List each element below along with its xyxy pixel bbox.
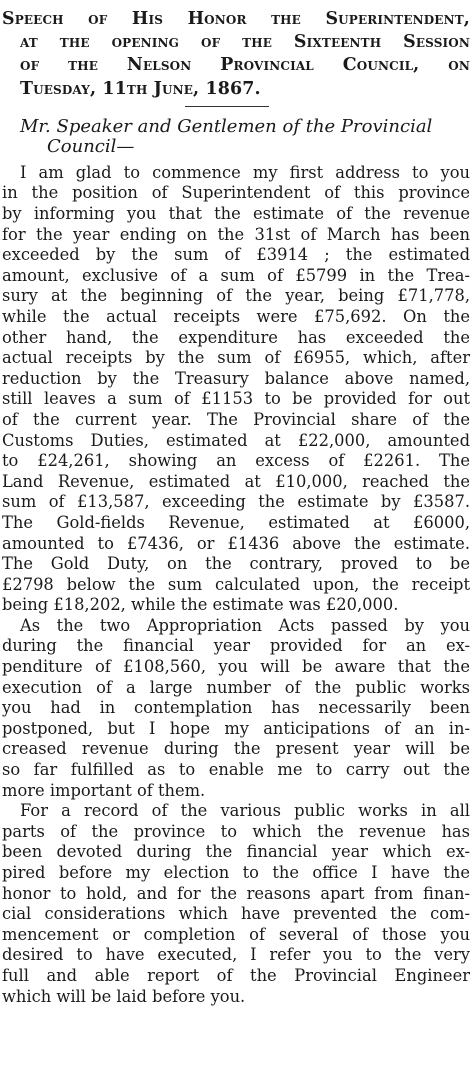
title-line: at the opening of the Sixteenth Session <box>20 32 470 53</box>
text-line: Land Revenue, estimated at £10,000, reached the <box>2 471 470 491</box>
text-line: you had in contemplation has necessarily been <box>2 698 470 718</box>
paragraph-revenue <box>2 162 470 616</box>
text-line: other hand, the expenditure has exceeded the <box>2 327 470 347</box>
text-line: I am glad to commence my first address to you <box>20 162 470 182</box>
speech-title <box>2 8 470 101</box>
text-line: of the current year. The Provincial share of the <box>2 409 470 429</box>
text-line: for the year ending on the 31st of March has been <box>2 224 470 244</box>
text-line: so far fulfilled as to enable me to carry out the <box>2 760 470 780</box>
text-line: during the financial year provided for an ex- <box>2 636 470 656</box>
text-line: amount, exclusive of a sum of £5799 in the Trea- <box>2 265 470 285</box>
text-line: cial considerations which have prevented the com- <box>2 904 470 924</box>
text-line: mencement or completion of several of those you <box>2 924 470 944</box>
title-line: of the Nelson Provincial Council, on <box>20 55 470 76</box>
text-line: to £24,261, showing an excess of £2261. The <box>2 451 470 471</box>
text-line: which will be laid before you. <box>2 986 246 1006</box>
text-line: sum of £13,587, exceeding the estimate by £3587. <box>2 492 470 512</box>
text-line: The Gold Duty, on the contrary, proved to be <box>2 554 470 574</box>
title-divider <box>185 106 269 107</box>
text-line: As the two Appropriation Acts passed by you <box>20 615 470 635</box>
text-line: reduction by the Treasury balance above named, <box>2 368 470 388</box>
text-line: creased revenue during the present year will be <box>2 739 470 759</box>
text-line: execution of a large number of the public works <box>2 677 470 697</box>
text-line: The Gold-fields Revenue, estimated at £6000, <box>2 512 470 532</box>
text-line: by informing you that the estimate of the revenue <box>2 204 470 223</box>
text-line: postponed, but I hope my anticipations of an in- <box>2 718 470 738</box>
text-line: Customs Duties, estimated at £22,000, amounted <box>2 430 470 450</box>
text-line: amounted to £7436, or £1436 above the estimate. <box>2 533 470 553</box>
text-line: full and able report of the Provincial Engineer <box>2 965 470 985</box>
title-line: Tuesday, 11th June, 1867. <box>20 78 261 99</box>
text-line: parts of the province to which the revenue has <box>2 821 470 841</box>
text-line: still leaves a sum of £1153 to be provided for out <box>2 389 470 409</box>
text-line: £2798 below the sum calculated upon, the receipt <box>2 574 470 594</box>
title-line: Speech of His Honor the Superintendent, <box>2 9 470 29</box>
text-line: exceeded by the sum of £3914 ; the estimated <box>2 245 470 265</box>
text-line: pired before my election to the office I have the <box>2 863 470 882</box>
paragraph-appropriation <box>2 615 470 801</box>
text-line: more important of them. <box>2 780 206 800</box>
text-line: in the position of Superintendent of this province <box>2 183 470 203</box>
text-line: penditure of £108,560, you will be aware that the <box>2 657 470 677</box>
speech-salutation <box>20 117 470 157</box>
text-line: actual receipts by the sum of £6955, which, after <box>2 348 470 368</box>
text-line: honor to hold, and for the reasons apart from finan- <box>2 883 470 903</box>
text-line: sury at the beginning of the year, being £71,778, <box>2 286 470 306</box>
text-line: desired to have executed, I refer you to the very <box>2 945 470 965</box>
text-line: while the actual receipts were £75,692. On the <box>2 306 470 326</box>
text-line: been devoted during the financial year which ex- <box>2 842 470 862</box>
text-line: For a record of the various public works in all <box>20 801 470 821</box>
salutation-line: Council— <box>47 135 135 157</box>
paragraph-public-works <box>2 801 470 1007</box>
text-line: being £18,202, while the estimate was £20,000. <box>2 595 399 615</box>
salutation-line: Mr. Speaker and Gentlemen of the Provincial <box>20 115 433 137</box>
